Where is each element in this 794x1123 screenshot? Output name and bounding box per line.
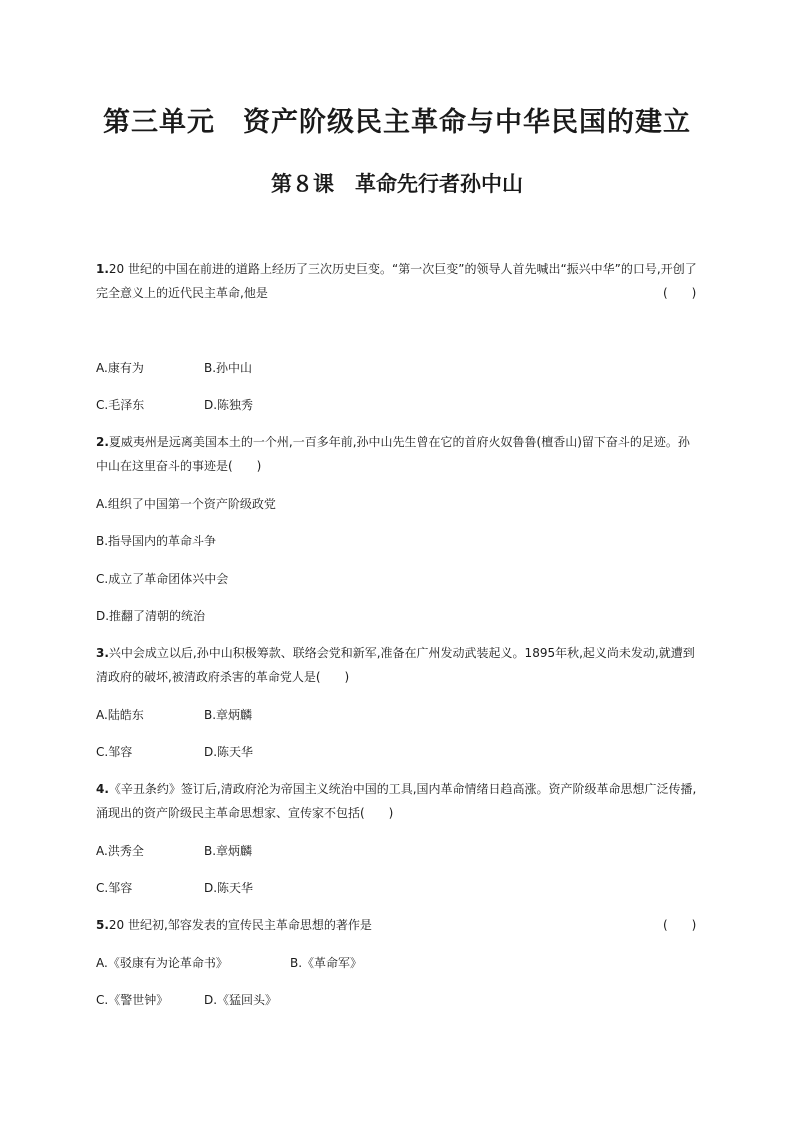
option-a: A.洪秀全 [96,844,144,858]
question-3-line-1 [96,645,695,661]
option-b: B.指导国内的革命斗争 [96,534,217,548]
question-number: 1. [96,262,109,276]
question-text: 夏威夷州是远离美国本土的一个州,一百多年前,孙中山先生曾在它的首府火奴鲁鲁(檀香山)留下奋斗的足迹。孙 [108,435,690,449]
option-b: B.章炳麟 [204,844,253,858]
answer-bracket: ( ) [663,918,697,932]
option-c: C.《警世钟》 [96,993,169,1007]
option-b: B.孙中山 [204,361,253,375]
question-text: 20 世纪初,邹容发表的宣传民主革命思想的著作是 [108,918,372,932]
option-c: C.成立了革命团体兴中会 [96,572,229,586]
question-text: 兴中会成立以后,孙中山积极筹款、联络会党和新军,准备在广州发动武装起义。1895年秋,起义尚未发动,就遭到 [108,646,695,660]
option-a: A.康有为 [96,361,144,375]
question-number: 5. [96,918,109,932]
question-1-line-1 [96,261,697,277]
option-d: D.推翻了清朝的统治 [96,609,206,623]
question-number: 4. [96,782,109,796]
option-c: C.邹容 [96,745,133,759]
question-3-line-2: 清政府的破坏,被清政府杀害的革命党人是( ) [96,670,350,684]
option-d: D.陈天华 [204,881,254,895]
option-a: A.《驳康有为论革命书》 [96,956,228,970]
unit-title: 第三单元 资产阶级民主革命与中华民国的建立 [103,107,691,138]
option-c: C.邹容 [96,881,133,895]
option-b: B.《革命军》 [290,956,363,970]
question-1-line-2: 完全意义上的近代民主革命,他是 [96,286,268,300]
question-text: 20 世纪的中国在前进的道路上经历了三次历史巨变。“第一次巨变”的领导人首先喊出“振兴中华”的口号,开创了 [108,262,697,276]
option-d: D.《猛回头》 [204,993,278,1007]
question-2-line-1 [96,434,690,450]
answer-bracket: ( ) [663,286,697,300]
option-d: D.陈天华 [204,745,254,759]
question-5-line-1 [96,917,372,933]
option-c: C.毛泽东 [96,398,145,412]
question-text: 《辛丑条约》签订后,清政府沦为帝国主义统治中国的工具,国内革命情绪日趋高涨。资产阶级革命思想广泛传播, [108,782,697,796]
option-d: D.陈独秀 [204,398,254,412]
option-a: A.组织了中国第一个资产阶级政党 [96,497,276,511]
question-4-line-2: 涌现出的资产阶级民主革命思想家、宣传家不包括( ) [96,806,394,820]
option-b: B.章炳麟 [204,708,253,722]
question-4-line-1 [96,781,696,797]
question-2-line-2: 中山在这里奋斗的事迹是( ) [96,459,262,473]
lesson-title: 第８课 革命先行者孙中山 [271,172,523,196]
question-number: 2. [96,435,109,449]
option-a: A.陆皓东 [96,708,144,722]
question-number: 3. [96,646,109,660]
